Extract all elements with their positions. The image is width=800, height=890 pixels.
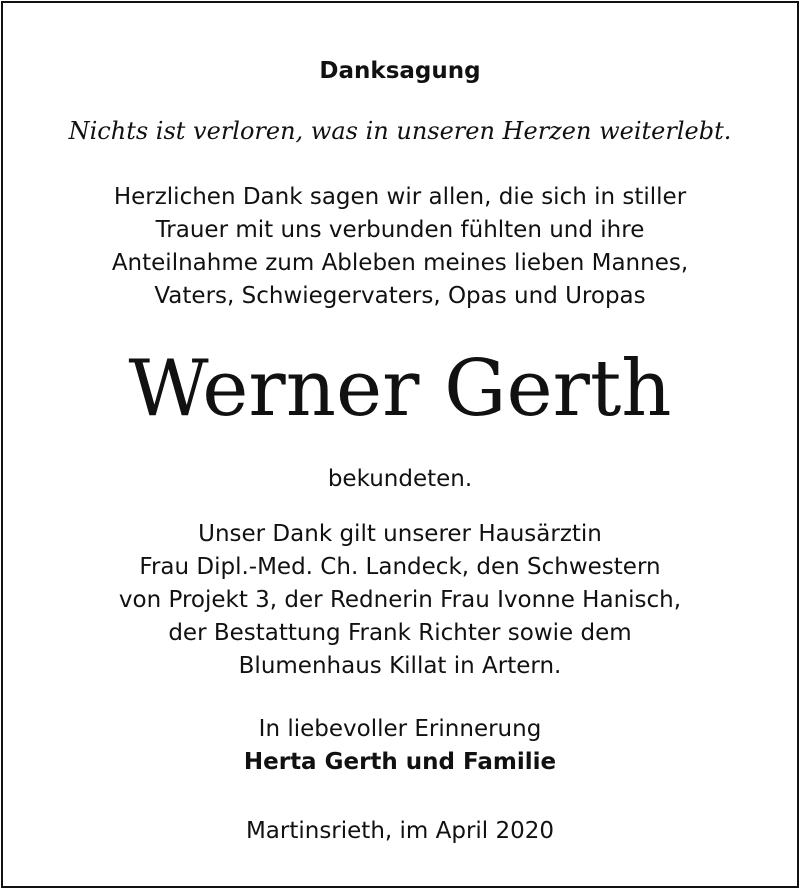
notice-heading: Danksagung [319, 58, 481, 84]
family-signature: Herta Gerth und Familie [243, 749, 557, 775]
gratitude-paragraph [3, 518, 797, 683]
gratitude-line: Blumenhaus Killat in Artern. [238, 653, 562, 679]
thanks-line: Herzlichen Dank sagen wir allen, die sich in stiller [113, 184, 687, 210]
thanks-paragraph [3, 181, 797, 313]
thanks-line: Anteilnahme zum Ableben meines lieben Mannes, [111, 250, 689, 276]
thanks-line: Trauer mit uns verbunden fühlten und ihre [155, 217, 645, 243]
thanks-line: Vaters, Schwiegervaters, Opas und Uropas [154, 283, 646, 309]
closing-word: bekundeten. [327, 466, 473, 492]
death-notice [1, 1, 799, 888]
gratitude-line: von Projekt 3, der Rednerin Frau Ivonne Hanisch, [118, 587, 682, 613]
gratitude-line: Frau Dipl.-Med. Ch. Landeck, den Schwestern [139, 554, 661, 580]
notice-motto: Nichts ist verloren, was in unseren Herzen weiterlebt. [68, 117, 732, 145]
gratitude-line: Unser Dank gilt unserer Hausärztin [198, 521, 602, 547]
place-and-date: Martinsrieth, im April 2020 [245, 818, 555, 844]
remembrance-line: In liebevoller Erinnerung [258, 716, 542, 742]
gratitude-line: der Bestattung Frank Richter sowie dem [168, 620, 632, 646]
deceased-name: Werner Gerth [128, 344, 672, 434]
